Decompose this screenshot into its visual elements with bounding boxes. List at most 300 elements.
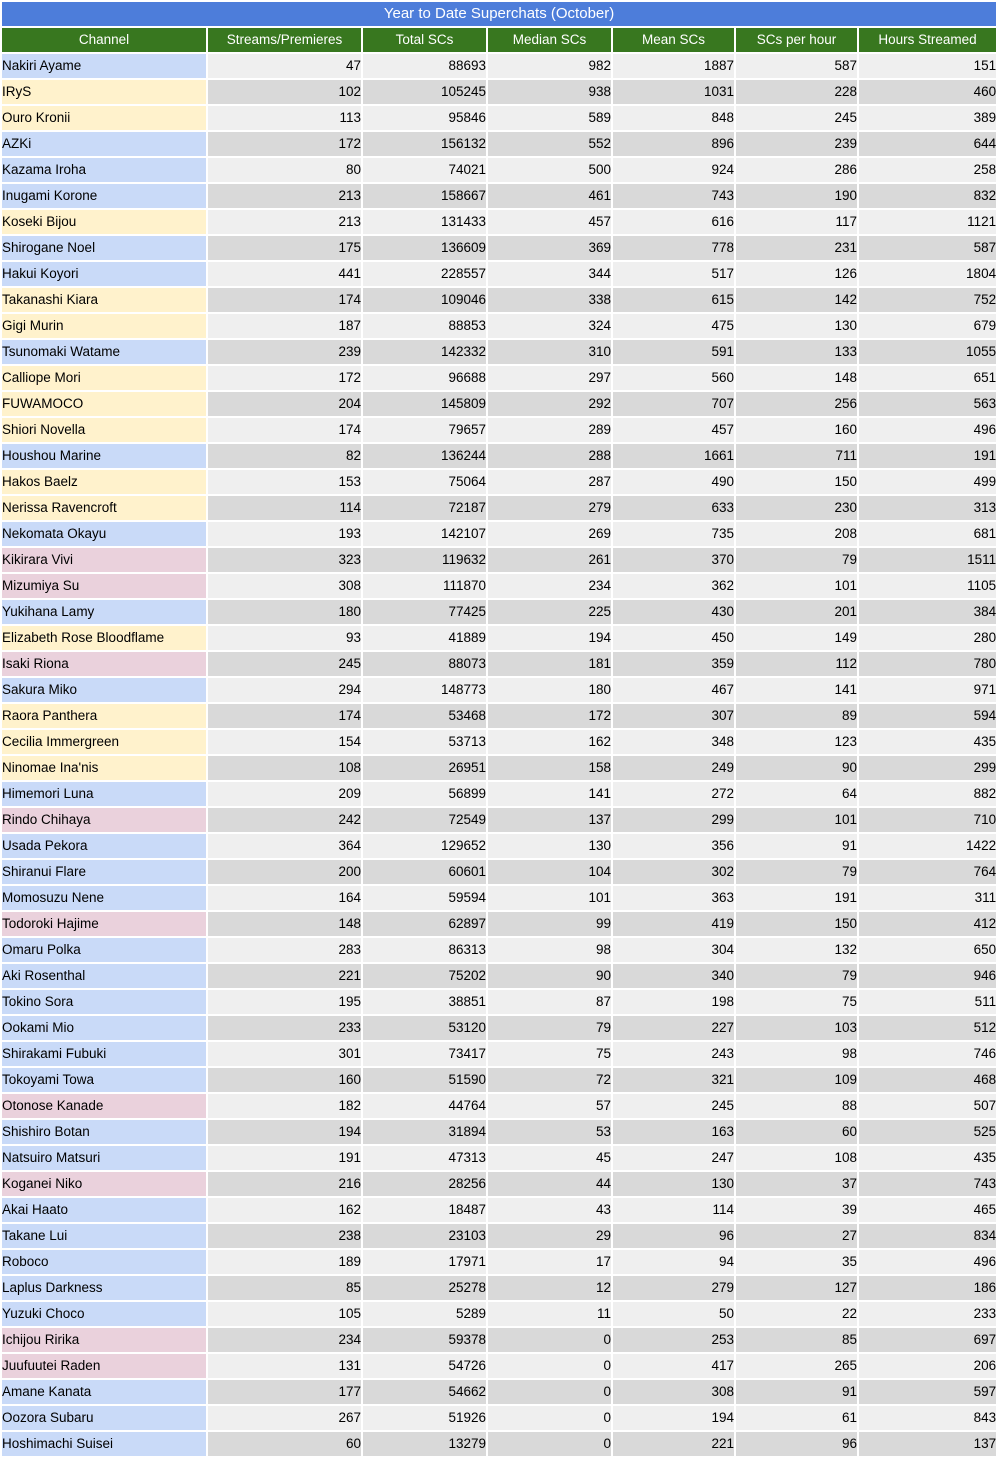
value-cell: 23103 <box>363 1224 486 1248</box>
value-cell: 0 <box>488 1432 611 1456</box>
table-row <box>2 158 996 182</box>
channel-name-cell: Laplus Darkness <box>2 1276 206 1300</box>
value-cell: 73417 <box>363 1042 486 1066</box>
value-cell: 512 <box>859 1016 996 1040</box>
value-cell: 149 <box>736 626 857 650</box>
table-row <box>2 626 996 650</box>
value-cell: 108 <box>736 1146 857 1170</box>
value-cell: 96688 <box>363 366 486 390</box>
value-cell: 597 <box>859 1380 996 1404</box>
table-row <box>2 990 996 1014</box>
value-cell: 710 <box>859 808 996 832</box>
table-title: Year to Date Superchats (October) <box>2 2 996 26</box>
value-cell: 364 <box>208 834 361 858</box>
value-cell: 93 <box>208 626 361 650</box>
value-cell: 707 <box>613 392 734 416</box>
value-cell: 79 <box>488 1016 611 1040</box>
table-row <box>2 756 996 780</box>
value-cell: 0 <box>488 1328 611 1352</box>
table-row <box>2 912 996 936</box>
value-cell: 302 <box>613 860 734 884</box>
table-row <box>2 1016 996 1040</box>
value-cell: 245 <box>208 652 361 676</box>
value-cell: 50 <box>613 1302 734 1326</box>
channel-name-cell: Shirogane Noel <box>2 236 206 260</box>
table-row <box>2 314 996 338</box>
value-cell: 743 <box>859 1172 996 1196</box>
table-row <box>2 262 996 286</box>
value-cell: 156132 <box>363 132 486 156</box>
value-cell: 47 <box>208 54 361 78</box>
value-cell: 174 <box>208 418 361 442</box>
value-cell: 75 <box>488 1042 611 1066</box>
value-cell: 238 <box>208 1224 361 1248</box>
table-row <box>2 860 996 884</box>
value-cell: 131433 <box>363 210 486 234</box>
value-cell: 172 <box>488 704 611 728</box>
value-cell: 136609 <box>363 236 486 260</box>
value-cell: 90 <box>736 756 857 780</box>
value-cell: 198 <box>613 990 734 1014</box>
channel-name-cell: Ninomae Ina'nis <box>2 756 206 780</box>
value-cell: 711 <box>736 444 857 468</box>
value-cell: 85 <box>208 1276 361 1300</box>
value-cell: 764 <box>859 860 996 884</box>
value-cell: 123 <box>736 730 857 754</box>
table-row <box>2 184 996 208</box>
value-cell: 304 <box>613 938 734 962</box>
channel-name-cell: IRyS <box>2 80 206 104</box>
value-cell: 324 <box>488 314 611 338</box>
value-cell: 17 <box>488 1250 611 1274</box>
value-cell: 119632 <box>363 548 486 572</box>
channel-name-cell: Koseki Bijou <box>2 210 206 234</box>
value-cell: 924 <box>613 158 734 182</box>
channel-name-cell: Yukihana Lamy <box>2 600 206 624</box>
value-cell: 280 <box>859 626 996 650</box>
value-cell: 615 <box>613 288 734 312</box>
column-header: Streams/Premieres <box>208 28 361 52</box>
value-cell: 288 <box>488 444 611 468</box>
value-cell: 88 <box>736 1094 857 1118</box>
value-cell: 47313 <box>363 1146 486 1170</box>
value-cell: 228557 <box>363 262 486 286</box>
value-cell: 233 <box>859 1302 996 1326</box>
channel-name-cell: Roboco <box>2 1250 206 1274</box>
value-cell: 148 <box>208 912 361 936</box>
value-cell: 1422 <box>859 834 996 858</box>
value-cell: 31894 <box>363 1120 486 1144</box>
channel-name-cell: AZKi <box>2 132 206 156</box>
value-cell: 234 <box>208 1328 361 1352</box>
value-cell: 256 <box>736 392 857 416</box>
value-cell: 832 <box>859 184 996 208</box>
channel-name-cell: Shiori Novella <box>2 418 206 442</box>
value-cell: 53713 <box>363 730 486 754</box>
table-row <box>2 574 996 598</box>
value-cell: 180 <box>488 678 611 702</box>
value-cell: 51926 <box>363 1406 486 1430</box>
value-cell: 74021 <box>363 158 486 182</box>
value-cell: 136244 <box>363 444 486 468</box>
value-cell: 245 <box>613 1094 734 1118</box>
value-cell: 1105 <box>859 574 996 598</box>
value-cell: 44764 <box>363 1094 486 1118</box>
table-row <box>2 522 996 546</box>
channel-name-cell: Takane Lui <box>2 1224 206 1248</box>
value-cell: 60 <box>736 1120 857 1144</box>
value-cell: 189 <box>208 1250 361 1274</box>
value-cell: 64 <box>736 782 857 806</box>
value-cell: 141 <box>736 678 857 702</box>
value-cell: 61 <box>736 1406 857 1430</box>
value-cell: 299 <box>859 756 996 780</box>
value-cell: 882 <box>859 782 996 806</box>
value-cell: 113 <box>208 106 361 130</box>
value-cell: 54662 <box>363 1380 486 1404</box>
value-cell: 109 <box>736 1068 857 1092</box>
value-cell: 112 <box>736 652 857 676</box>
value-cell: 53 <box>488 1120 611 1144</box>
value-cell: 148773 <box>363 678 486 702</box>
table-row <box>2 704 996 728</box>
channel-name-cell: Takanashi Kiara <box>2 288 206 312</box>
value-cell: 209 <box>208 782 361 806</box>
value-cell: 265 <box>736 1354 857 1378</box>
table-row <box>2 808 996 832</box>
value-cell: 95846 <box>363 106 486 130</box>
value-cell: 145809 <box>363 392 486 416</box>
value-cell: 221 <box>613 1432 734 1456</box>
channel-name-cell: Natsuiro Matsuri <box>2 1146 206 1170</box>
value-cell: 457 <box>613 418 734 442</box>
value-cell: 313 <box>859 496 996 520</box>
channel-name-cell: Calliope Mori <box>2 366 206 390</box>
value-cell: 938 <box>488 80 611 104</box>
value-cell: 174 <box>208 288 361 312</box>
value-cell: 96 <box>736 1432 857 1456</box>
value-cell: 780 <box>859 652 996 676</box>
value-cell: 971 <box>859 678 996 702</box>
value-cell: 191 <box>859 444 996 468</box>
value-cell: 103 <box>736 1016 857 1040</box>
table-row <box>2 80 996 104</box>
value-cell: 91 <box>736 1380 857 1404</box>
column-header: Total SCs <box>363 28 486 52</box>
channel-name-cell: Ichijou Ririka <box>2 1328 206 1352</box>
value-cell: 227 <box>613 1016 734 1040</box>
table-row <box>2 1406 996 1430</box>
value-cell: 37 <box>736 1172 857 1196</box>
value-cell: 591 <box>613 340 734 364</box>
value-cell: 5289 <box>363 1302 486 1326</box>
value-cell: 616 <box>613 210 734 234</box>
value-cell: 560 <box>613 366 734 390</box>
value-cell: 142 <box>736 288 857 312</box>
channel-name-cell: FUWAMOCO <box>2 392 206 416</box>
value-cell: 62897 <box>363 912 486 936</box>
value-cell: 243 <box>613 1042 734 1066</box>
table-row <box>2 834 996 858</box>
value-cell: 0 <box>488 1354 611 1378</box>
channel-name-cell: Hakui Koyori <box>2 262 206 286</box>
value-cell: 27 <box>736 1224 857 1248</box>
value-cell: 297 <box>488 366 611 390</box>
value-cell: 225 <box>488 600 611 624</box>
value-cell: 105245 <box>363 80 486 104</box>
value-cell: 982 <box>488 54 611 78</box>
table-row <box>2 1250 996 1274</box>
value-cell: 323 <box>208 548 361 572</box>
channel-name-cell: Kikirara Vivi <box>2 548 206 572</box>
value-cell: 242 <box>208 808 361 832</box>
value-cell: 308 <box>613 1380 734 1404</box>
table-row <box>2 366 996 390</box>
channel-name-cell: Yuzuki Choco <box>2 1302 206 1326</box>
value-cell: 163 <box>613 1120 734 1144</box>
value-cell: 206 <box>859 1354 996 1378</box>
value-cell: 194 <box>613 1406 734 1430</box>
value-cell: 59594 <box>363 886 486 910</box>
value-cell: 130 <box>613 1172 734 1196</box>
channel-name-cell: Shirakami Fubuki <box>2 1042 206 1066</box>
value-cell: 752 <box>859 288 996 312</box>
value-cell: 460 <box>859 80 996 104</box>
value-cell: 88693 <box>363 54 486 78</box>
value-cell: 239 <box>208 340 361 364</box>
column-header: Hours Streamed <box>859 28 996 52</box>
value-cell: 233 <box>208 1016 361 1040</box>
table-row <box>2 1432 996 1456</box>
value-cell: 57 <box>488 1094 611 1118</box>
value-cell: 308 <box>208 574 361 598</box>
value-cell: 194 <box>208 1120 361 1144</box>
table-row <box>2 392 996 416</box>
value-cell: 465 <box>859 1198 996 1222</box>
value-cell: 127 <box>736 1276 857 1300</box>
value-cell: 344 <box>488 262 611 286</box>
value-cell: 644 <box>859 132 996 156</box>
value-cell: 552 <box>488 132 611 156</box>
value-cell: 389 <box>859 106 996 130</box>
channel-name-cell: Amane Kanata <box>2 1380 206 1404</box>
value-cell: 172 <box>208 132 361 156</box>
value-cell: 525 <box>859 1120 996 1144</box>
value-cell: 384 <box>859 600 996 624</box>
value-cell: 53120 <box>363 1016 486 1040</box>
value-cell: 114 <box>613 1198 734 1222</box>
value-cell: 272 <box>613 782 734 806</box>
value-cell: 340 <box>613 964 734 988</box>
value-cell: 35 <box>736 1250 857 1274</box>
value-cell: 216 <box>208 1172 361 1196</box>
table-row <box>2 652 996 676</box>
table-row <box>2 1068 996 1092</box>
value-cell: 267 <box>208 1406 361 1430</box>
value-cell: 154 <box>208 730 361 754</box>
value-cell: 182 <box>208 1094 361 1118</box>
value-cell: 287 <box>488 470 611 494</box>
value-cell: 60601 <box>363 860 486 884</box>
table-row <box>2 938 996 962</box>
value-cell: 88073 <box>363 652 486 676</box>
value-cell: 109046 <box>363 288 486 312</box>
value-cell: 80 <box>208 158 361 182</box>
value-cell: 475 <box>613 314 734 338</box>
channel-name-cell: Juufuutei Raden <box>2 1354 206 1378</box>
value-cell: 137 <box>859 1432 996 1456</box>
table-row <box>2 1380 996 1404</box>
value-cell: 194 <box>488 626 611 650</box>
value-cell: 286 <box>736 158 857 182</box>
channel-name-cell: Cecilia Immergreen <box>2 730 206 754</box>
value-cell: 86313 <box>363 938 486 962</box>
value-cell: 359 <box>613 652 734 676</box>
value-cell: 13279 <box>363 1432 486 1456</box>
value-cell: 148 <box>736 366 857 390</box>
value-cell: 778 <box>613 236 734 260</box>
table-row <box>2 1146 996 1170</box>
value-cell: 310 <box>488 340 611 364</box>
table-row <box>2 132 996 156</box>
value-cell: 258 <box>859 158 996 182</box>
value-cell: 175 <box>208 236 361 260</box>
channel-name-cell: Nerissa Ravencroft <box>2 496 206 520</box>
value-cell: 289 <box>488 418 611 442</box>
value-cell: 137 <box>488 808 611 832</box>
table-row <box>2 288 996 312</box>
value-cell: 150 <box>736 912 857 936</box>
value-cell: 563 <box>859 392 996 416</box>
value-cell: 174 <box>208 704 361 728</box>
value-cell: 370 <box>613 548 734 572</box>
channel-name-cell: Momosuzu Nene <box>2 886 206 910</box>
column-header: SCs per hour <box>736 28 857 52</box>
value-cell: 72 <box>488 1068 611 1092</box>
channel-name-cell: Aki Rosenthal <box>2 964 206 988</box>
value-cell: 1031 <box>613 80 734 104</box>
value-cell: 311 <box>859 886 996 910</box>
table-row <box>2 600 996 624</box>
value-cell: 0 <box>488 1406 611 1430</box>
value-cell: 91 <box>736 834 857 858</box>
value-cell: 132 <box>736 938 857 962</box>
value-cell: 681 <box>859 522 996 546</box>
value-cell: 117 <box>736 210 857 234</box>
value-cell: 896 <box>613 132 734 156</box>
table-row <box>2 210 996 234</box>
value-cell: 435 <box>859 1146 996 1170</box>
table-row <box>2 1354 996 1378</box>
channel-name-cell: Kazama Iroha <box>2 158 206 182</box>
table-row <box>2 1276 996 1300</box>
value-cell: 101 <box>736 574 857 598</box>
value-cell: 234 <box>488 574 611 598</box>
table-row <box>2 470 996 494</box>
value-cell: 594 <box>859 704 996 728</box>
channel-name-cell: Nakiri Ayame <box>2 54 206 78</box>
value-cell: 79 <box>736 964 857 988</box>
table-row <box>2 1094 996 1118</box>
value-cell: 1887 <box>613 54 734 78</box>
value-cell: 53468 <box>363 704 486 728</box>
value-cell: 181 <box>488 652 611 676</box>
value-cell: 834 <box>859 1224 996 1248</box>
value-cell: 130 <box>488 834 611 858</box>
value-cell: 338 <box>488 288 611 312</box>
value-cell: 151 <box>859 54 996 78</box>
channel-name-cell: Mizumiya Su <box>2 574 206 598</box>
value-cell: 114 <box>208 496 361 520</box>
table-row <box>2 496 996 520</box>
value-cell: 679 <box>859 314 996 338</box>
value-cell: 17971 <box>363 1250 486 1274</box>
value-cell: 294 <box>208 678 361 702</box>
channel-name-cell: Shiranui Flare <box>2 860 206 884</box>
value-cell: 75 <box>736 990 857 1014</box>
value-cell: 253 <box>613 1328 734 1352</box>
value-cell: 11 <box>488 1302 611 1326</box>
value-cell: 363 <box>613 886 734 910</box>
channel-name-cell: Akai Haato <box>2 1198 206 1222</box>
value-cell: 419 <box>613 912 734 936</box>
channel-name-cell: Himemori Luna <box>2 782 206 806</box>
value-cell: 180 <box>208 600 361 624</box>
channel-name-cell: Rindo Chihaya <box>2 808 206 832</box>
value-cell: 72187 <box>363 496 486 520</box>
value-cell: 79 <box>736 548 857 572</box>
value-cell: 195 <box>208 990 361 1014</box>
value-cell: 94 <box>613 1250 734 1274</box>
table-row <box>2 106 996 130</box>
value-cell: 126 <box>736 262 857 286</box>
value-cell: 587 <box>859 236 996 260</box>
value-cell: 247 <box>613 1146 734 1170</box>
column-header-row <box>2 28 996 52</box>
value-cell: 369 <box>488 236 611 260</box>
value-cell: 496 <box>859 418 996 442</box>
table-row <box>2 730 996 754</box>
value-cell: 44 <box>488 1172 611 1196</box>
value-cell: 142332 <box>363 340 486 364</box>
value-cell: 79 <box>736 860 857 884</box>
value-cell: 60 <box>208 1432 361 1456</box>
value-cell: 496 <box>859 1250 996 1274</box>
value-cell: 279 <box>488 496 611 520</box>
value-cell: 245 <box>736 106 857 130</box>
value-cell: 651 <box>859 366 996 390</box>
value-cell: 51590 <box>363 1068 486 1092</box>
channel-name-cell: Houshou Marine <box>2 444 206 468</box>
value-cell: 177 <box>208 1380 361 1404</box>
value-cell: 499 <box>859 470 996 494</box>
value-cell: 12 <box>488 1276 611 1300</box>
value-cell: 186 <box>859 1276 996 1300</box>
channel-name-cell: Tokoyami Towa <box>2 1068 206 1092</box>
value-cell: 72549 <box>363 808 486 832</box>
value-cell: 162 <box>208 1198 361 1222</box>
table-row <box>2 236 996 260</box>
value-cell: 239 <box>736 132 857 156</box>
value-cell: 82 <box>208 444 361 468</box>
value-cell: 54726 <box>363 1354 486 1378</box>
value-cell: 25278 <box>363 1276 486 1300</box>
title-row <box>2 2 996 26</box>
value-cell: 101 <box>736 808 857 832</box>
value-cell: 517 <box>613 262 734 286</box>
value-cell: 158667 <box>363 184 486 208</box>
value-cell: 29 <box>488 1224 611 1248</box>
